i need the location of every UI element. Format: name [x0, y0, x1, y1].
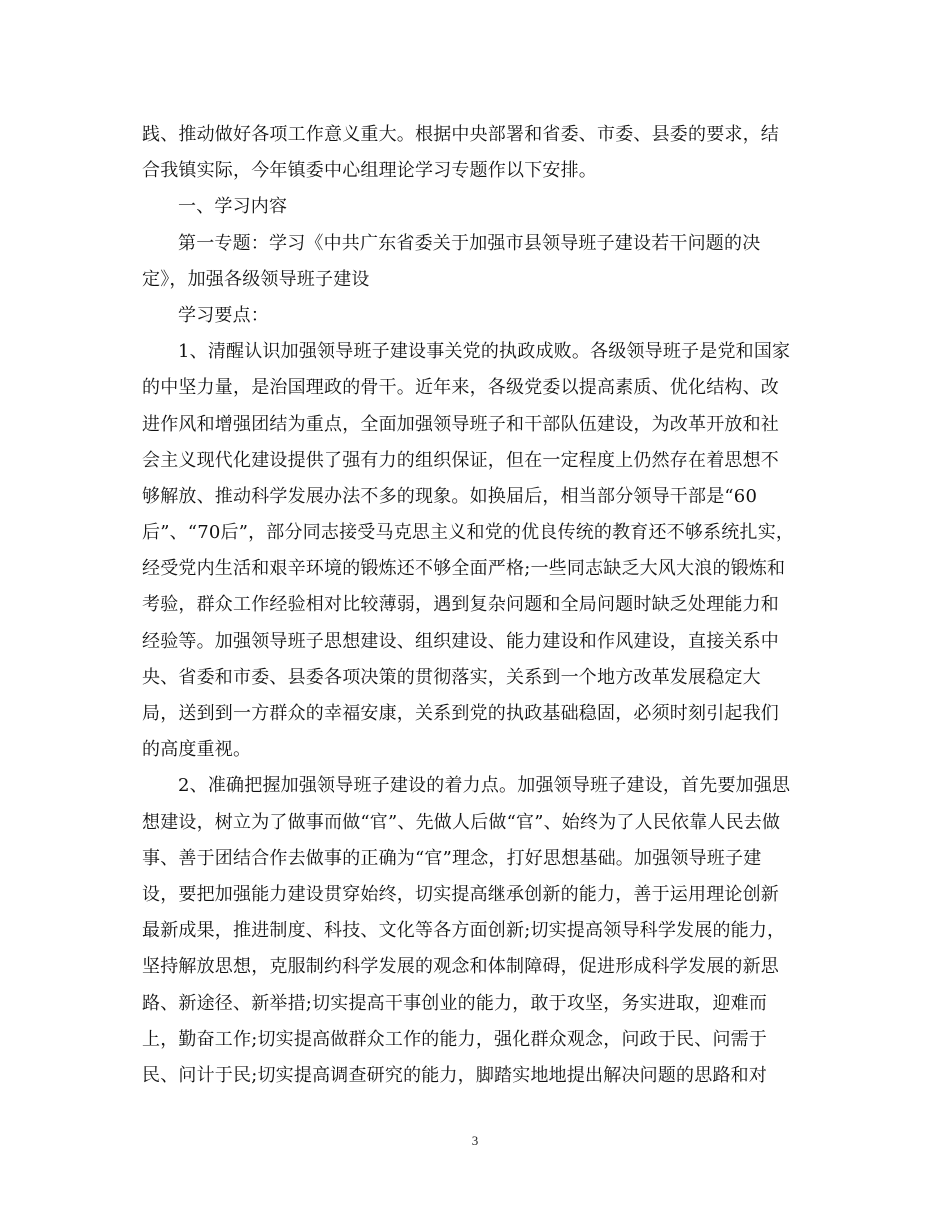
text-line: 最新成果，推进制度、科技、文化等各方面创新;切实提高领导科学发展的能力， — [142, 920, 786, 942]
text-line: 定》，加强各级领导班子建设 — [142, 268, 370, 290]
subheading: 学习要点： — [178, 304, 269, 326]
text-line: 够解放、推动科学发展办法不多的现象。如换届后，相当部分领导干部是“60 — [142, 485, 758, 507]
text-line: 的高度重视。 — [142, 739, 252, 761]
text-line: 合我镇实际，今年镇委中心组理论学习专题作以下安排。 — [142, 160, 597, 182]
text-line: 上，勤奋工作;切实提高做群众工作的能力，强化群众观念，问政于民、问需于 — [142, 1028, 768, 1050]
text-line: 经受党内生活和艰辛环境的锻炼还不够全面严格;一些同志缺乏大风大浪的锻炼和 — [142, 558, 786, 580]
text-line: 想建设，树立为了做事而做“官”、先做人后做“官”、始终为了人民依靠人民去做 — [142, 811, 781, 833]
text-line: 会主义现代化建设提供了强有力的组织保证，但在一定程度上仍然存在着思想不 — [142, 449, 779, 471]
text-line: 事、善于团结合作去做事的正确为“官”理念，打好思想基础。加强领导班子建 — [142, 847, 762, 869]
text-line: 央、省委和市委、县委各项决策的贯彻落实，关系到一个地方改革发展稳定大 — [142, 666, 761, 688]
text-line: 考验，群众工作经验相对比较薄弱，遇到复杂问题和全局问题时缺乏处理能力和 — [142, 594, 779, 616]
text-line: 局，送到到一方群众的幸福安康，关系到党的执政基础稳固，必须时刻引起我们 — [142, 703, 779, 724]
text-line: 进作风和增强团结为重点，全面加强领导班子和干部队伍建设，为改革开放和社 — [142, 413, 779, 435]
section-heading: 一、学习内容 — [178, 196, 288, 218]
text-line: 后”、“70后”，部分同志接受马克思主义和党的优良传统的教育还不够系统扎实， — [142, 522, 795, 544]
text-line: 设，要把加强能力建设贯穿始终，切实提高继承创新的能力，善于运用理论创新 — [142, 883, 779, 905]
text-line: 坚持解放思想，克服制约科学发展的观念和体制障碍，促进形成科学发展的新思 — [142, 956, 779, 978]
text-line: 2、准确把握加强领导班子建设的着力点。加强领导班子建设，首先要加强思 — [178, 775, 791, 797]
text-line: 路、新途径、新举措;切实提高干事创业的能力，敢于攻坚，务实进取，迎难而 — [142, 992, 768, 1014]
text-line: 践、推动做好各项工作意义重大。根据中央部署和省委、市委、县委的要求，结 — [142, 124, 779, 145]
text-line: 的中坚力量，是治国理政的骨干。近年来，各级党委以提高素质、优化结构、改 — [142, 377, 779, 399]
body-text — [142, 117, 812, 1094]
text-line: 1、清醒认识加强领导班子建设事关党的执政成败。各级领导班子是党和国家 — [178, 341, 791, 363]
text-line: 经验等。加强领导班子思想建设、组织建设、能力建设和作风建设，直接关系中 — [142, 630, 779, 652]
text-line: 民、问计于民;切实提高调查研究的能力，脚踏实地地提出解决问题的思路和对 — [142, 1064, 768, 1086]
topic-heading: 第一专题：学习《中共广东省委关于加强市县领导班子建设若干问题的决 — [178, 232, 761, 254]
page-number: 3 — [471, 1133, 479, 1148]
